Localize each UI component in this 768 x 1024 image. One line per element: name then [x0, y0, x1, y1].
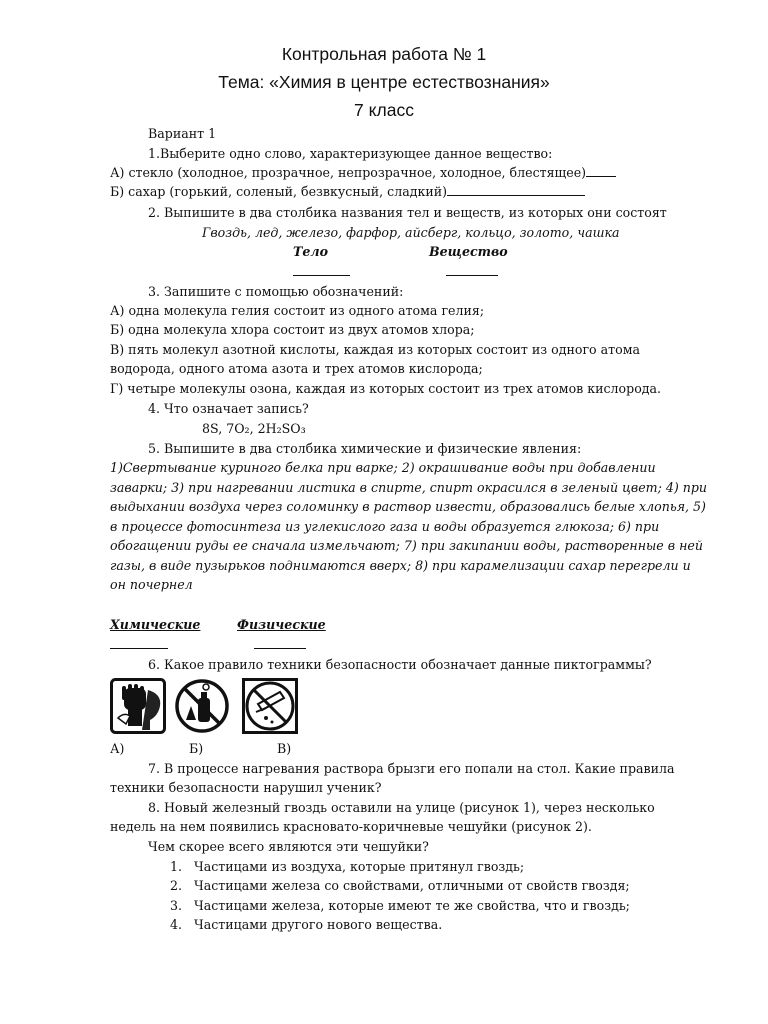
- q4-formula: 8S, 7O₂, 2H₂SO₃: [202, 421, 306, 436]
- topic-heading: Тема: «Химия в центре естествознания»: [218, 72, 550, 92]
- page-title: Контрольная работа № 1: [281, 44, 487, 64]
- q3-item-a: А) одна молекула гелия состоит из одного атома гелия;: [110, 303, 485, 318]
- q5-col-physical: Физические: [237, 617, 326, 632]
- q5-text-line: газы, в виде пузырьков поднимаются вверх; 8) при карамелизации сахар перегрели и: [110, 558, 691, 573]
- q5-col-chemical: Химические: [110, 617, 201, 632]
- q5-blank-physical: [254, 635, 306, 654]
- q8-option: 2. Частицами железа со свойствами, отличными от свойств гвоздя;: [170, 878, 630, 893]
- q2-prompt: 2. Выпишите в два столбика названия тел и веществ, из которых они состоят: [148, 205, 667, 220]
- q3-item-c-line2: водорода, одного атома азота и трех атомов кислорода;: [110, 361, 483, 376]
- grade-heading: 7 класс: [354, 100, 414, 120]
- q2-blank-substance: [446, 262, 498, 281]
- q5-text-line: обогащении руды ее сначала измельчают; 7) при закипании воды, растворенные в ней: [110, 538, 703, 553]
- q2-items: Гвоздь, лед, железо, фарфор, айсберг, кольцо, золото, чашка: [202, 225, 620, 240]
- q7-line1: 7. В процессе нагревания раствора брызги его попали на стол. Какие правила: [148, 761, 675, 776]
- q1-option-b: Б) сахар (горький, соленый, безвкусный, сладкий): [110, 182, 585, 201]
- variant-label: Вариант 1: [148, 126, 217, 141]
- q2-col-body: Тело: [293, 244, 329, 259]
- q2-col-substance: Вещество: [429, 244, 508, 259]
- q5-text-line: в процессе фотосинтеза из углекислого газа и воды образуется глюкоза; 6) при: [110, 519, 660, 534]
- q8-line3: Чем скорее всего являются эти чешуйки?: [148, 839, 429, 854]
- q7-line2: техники безопасности нарушил ученик?: [110, 780, 382, 795]
- q3-item-b: Б) одна молекула хлора состоит из двух атомов хлора;: [110, 322, 475, 337]
- q5-text-line: он почернел: [110, 577, 193, 592]
- q5-prompt: 5. Выпишите в два столбика химические и физические явления:: [148, 441, 582, 456]
- q3-item-d: Г) четыре молекулы озона, каждая из которых состоит из трех атомов кислорода.: [110, 381, 662, 396]
- q8-option: 3. Частицами железа, которые имеют те же свойства, что и гвоздь;: [170, 898, 630, 913]
- pictogram-c-no-pipette-icon: [242, 678, 298, 734]
- q1-prompt: 1.Выберите одно слово, характеризующее данное вещество:: [148, 146, 553, 161]
- q5-text-line: заварки; 3) при нагревании листика в спирте, спирт окрасился в зеленый цвет; 4) при: [110, 480, 708, 495]
- q5-text-line: выдыхании воздуха через соломинку в раствор извести, образовались белые хлопья, 5): [110, 499, 706, 514]
- q3-prompt: 3. Запишите с помощью обозначений:: [148, 284, 404, 299]
- q5-blank-chemical: [110, 635, 168, 654]
- pictogram-label-c: В): [277, 741, 292, 756]
- q8-option: 1. Частицами из воздуха, которые притянул гвоздь;: [170, 859, 525, 874]
- q4-prompt: 4. Что означает запись?: [148, 401, 309, 416]
- pictogram-label-a: А): [110, 741, 125, 756]
- q3-item-c-line1: В) пять молекул азотной кислоты, каждая из которых состоит из одного атома: [110, 342, 641, 357]
- pictogram-b-no-aerosol-icon: [174, 678, 230, 734]
- pictogram-label-b: Б): [189, 741, 204, 756]
- q1-option-a: А) стекло (холодное, прозрачное, непрозрачное, холодное, блестящее): [110, 163, 616, 182]
- q6-prompt: 6. Какое правило техники безопасности обозначает данные пиктограммы?: [148, 657, 652, 672]
- q8-line2: недель на нем появились красновато-коричневые чешуйки (рисунок 2).: [110, 819, 592, 834]
- pictogram-a-hand-protection-icon: [110, 678, 166, 734]
- q5-text-line: 1)Свертывание куриного белка при варке; 2) окрашивание воды при добавлении: [110, 460, 656, 475]
- q8-option: 4. Частицами другого нового вещества.: [170, 917, 443, 932]
- q2-blank-body: [293, 262, 350, 281]
- q8-line1: 8. Новый железный гвоздь оставили на улице (рисунок 1), через несколько: [148, 800, 655, 815]
